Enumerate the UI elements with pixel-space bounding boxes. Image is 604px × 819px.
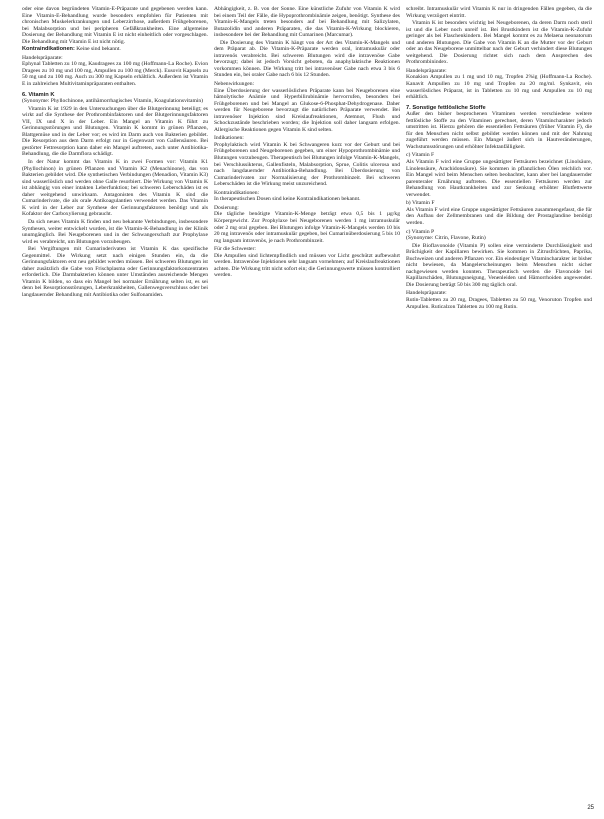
- paragraph: [22, 46, 208, 53]
- paragraph: Konakion Ampullen zu 1 mg und 10 mg, Tropfen 2%ig (Hoffmann-La Roche). Kanavit Ampullen zu 10 mg und Tropfen zu 20 mg/ml. Synkavit, ein wasserlösliches Präparat, ist in Tabletten zu 10 mg und Ampullen zu 10 mg erhältlich.: [406, 74, 592, 101]
- paragraph: (Synonyme: Citrin, Flavone, Rutin): [406, 235, 486, 242]
- section-label: Nebenwirkungen:: [214, 81, 255, 88]
- text-column-2: [214, 6, 400, 796]
- paragraph: Da sich neues Vitamin K finden und neu bekannte Verbindungen, insbesondere Synthesen, weiter entwickelt wurden, ist die Vitamin-K-Behandlung in der Klinik unumgänglich. Bei Neugeborenen und in der Schwangerschaft zur Prophylaxe wird es verabreicht, um Blutungen vorzubeugen.: [22, 218, 208, 245]
- section-label: Handelspräparate:: [406, 67, 447, 74]
- paragraph: Prophylaktisch wird Vitamin K bei Schwangeren kurz vor der Geburt und bei Frühgeborenen und Neugeborenen gegeben, um einer Hypoprothrombinämie und Blutungen vorzubeugen. Therapeutisch bei Blutungen infolge Vitamin-K-Mangels, bei Verschlussikterus, Gallenfisteln, Malabsorption, Sprue, Colitis ulcerosa und nach langdauernder Antibiotika-Behandlung. Bei Überdosierung von Cumarinderivaten zur Normalisierung der Prothrombinzeit. Bei schweren Leberschäden ist die Wirkung meist unzureichend.: [214, 141, 400, 188]
- section-label: Indikationen:: [214, 135, 244, 142]
- section-label: Für die Schwester:: [214, 246, 256, 253]
- subsection-heading: c) Vitamin P: [406, 228, 435, 235]
- paragraph: In therapeutischen Dosen sind keine Kontraindikationen bekannt.: [214, 196, 361, 203]
- paragraph: Die Ampullen sind lichtempfindlich und müssen vor Licht geschützt aufbewahrt werden. Intravenöse Injektionen sehr langsam vornehmen; auf Kreislaufreaktionen achten. Die Wirkung tritt nicht sofort ein; die Gerinnungswerte müssen kontrolliert werden.: [214, 252, 400, 279]
- paragraph: Die Dosierung des Vitamin K hängt von der Art des Vitamin-K-Mangels und dem Präparat ab. Die Vitamin-K-Präparate werden oral, intramuskulär oder intravenös verabreicht. Bei schweren Blutungen wird die intravenöse Gabe bevorzugt; dabei ist jedoch Vorsicht geboten, da anaphylaktische Reaktionen vorkommen können. Die Wirkung tritt bei intravenöser Gabe nach etwa 3 bis 6 Stunden ein, bei oraler Gabe nach 6 bis 12 Stunden.: [214, 39, 400, 79]
- paragraph: Ephynal Tabletten zu 10 mg, Kaudragees zu 100 mg (Hoffmann-La Roche). Evion Dragees zu 10 mg und 100 mg, Ampullen zu 100 mg (Merck). Eusovit Kapseln zu 50 mg und zu 100 mg. Auch zu 300 mg Kapseln erhältlich. Außerdem ist Vitamin E in zahlreichen Multivitaminpräparaten enthalten.: [22, 61, 208, 88]
- section-heading: 7. Sonstige fettlösliche Stoffe: [406, 104, 486, 111]
- page-number: 25: [587, 805, 594, 811]
- section-label: Handelspräparate:: [406, 290, 447, 297]
- paragraph: Die Bioflavonoide (Vitamin P) sollen eine verminderte Durchlässigkeit und Brüchigkeit der Kapillaren bewirken. Sie kommen in Zitrusfrüchten, Paprika, Buchweizen und anderen Pflanzen vor. Ein eindeutiger Vitamincharakter ist bisher nicht bewiesen, da Mangelerscheinungen beim Menschen nicht sicher nachgewiesen werden konnten. Therapeutisch werden die Flavonoide bei Kapillarschäden, Blutungsneigung, Venenleiden und Hämorrhoiden angewendet. Die Dosierung beträgt 50 bis 300 mg täglich oral.: [406, 242, 592, 288]
- document-page: [22, 6, 592, 796]
- text-column-1: [22, 6, 208, 796]
- paragraph: Eine Überdosierung der wasserlöslichen Präparate kann bei Neugeborenen eine hämolytische Anämie und Hyperbilirubinämie hervorrufen, besonders bei Frühgeborenen und bei Mangel an Glukose-6-Phosphat-Dehydrogenase. Daher werden für Neugeborene bevorzugt die natürlichen Präparate verwendet. Bei intravenöser Injektion sind Kreislaufreaktionen, Atemnot, Flush und Schockzustände beschrieben worden; die Injektion soll daher langsam erfolgen. Allergische Reaktionen gegen Vitamin K sind selten.: [214, 87, 400, 133]
- paragraph: Als Vitamin F wird eine Gruppe ungesättigter Fettsäuren bezeichnet (Linolsäure, Linolensäure, Arachidonsäure). Sie kommen in pflanzlichen Ölen reichlich vor. Ein Mangel wird beim Menschen selten beobachtet, kann aber bei langdauernder parenteraler Ernährung auftreten. Die essentiellen Fettsäuren werden zur Behandlung von Hautkrankheiten und zur Senkung erhöhter Blutfettwerte verwendet.: [406, 159, 592, 198]
- paragraph: Außer den bisher besprochenen Vitaminen werden verschiedene weitere fettlösliche Stoffe zu den Vitaminen gerechnet, deren Vitamincharakter jedoch umstritten ist. Hierzu gehören die essentiellen Fettsäuren (früher Vitamin F), die für den Menschen nicht selbst gebildet werden können und mit der Nahrung zugeführt werden müssen. Ein Mangel äußert sich in Hautveränderungen, Wachstumsstörungen und erhöhter Infektanfälligkeit.: [406, 111, 592, 150]
- section-text: Keine sind bekannt.: [76, 46, 121, 53]
- section-label: Handelspräparate:: [22, 54, 63, 61]
- paragraph: Abhängigkeit, z. B. von der Sonne. Eine künstliche Zufuhr von Vitamin K wird bei einem Teil der Fälle, die Hypoprothrombinämie zeigen, benötigt. Synthese des Vitamin-K-Mangels treten besonders auf bei Behandlung mit Salizylaten, Butazolidin und anderen Präparaten, die das Vitamin-K-Wirkung blockieren, insbesondere bei der Behandlung mit Cumarinen (Marcumar).: [214, 6, 400, 39]
- subsection-heading: b) Vitamin F: [406, 200, 435, 207]
- paragraph: schreibt. Intramuskulär wird Vitamin K nur in dringenden Fällen gegeben, da die Wirkung verzögert eintritt.: [406, 6, 592, 19]
- section-heading: 6. Vitamin K: [22, 91, 55, 98]
- paragraph: (Synonyme: Phyllochinone, antihämorrhagisches Vitamin, Koagulationsvitamin): [22, 98, 204, 105]
- subsection-heading: c) Vitamin F: [406, 152, 435, 159]
- paragraph: oder eine davon begründeten Vitamin-E-Präparate und gegebenen werden kann. Eine Vitamin-E-Behandlung wurde besonders empfohlen für Patienten mit chronischen Muskelerkrankungen und Leberzirrhose, außerdem Frühgeborenen, bei Malabsorption und bei peripheren Gefäßkrankheiten. Eine allgemeine Dosierung der Behandlung mit Vitamin E ist nicht einheitlich oder vorgeschlagen. Die Behandlung mit Vitamin E ist nicht nötig.: [22, 6, 208, 45]
- paragraph: In der Natur kommt das Vitamin K in zwei Formen vor: Vitamin K1 (Phyllochinon) in grünen Pflanzen und Vitamin K2 (Menachinone), das von Bakterien gebildet wird. Die synthetischen Verbindungen (Menadion, Vitamin K3) sind wasserlöslich und werden ohne Galle resorbiert. Die Wirkung von Vitamin K ist abhängig von einer intakten Leberfunktion; bei schweren Leberschäden ist es daher weitgehend unwirksam. Antagonisten des Vitamin K sind die Cumarinderivate, die als orale Antikoagulantien verwendet werden. Das Vitamin K wird in der Leber zur Synthese der Gerinnungsfaktoren benötigt und als Kofaktor der Carboxylierung gebraucht.: [22, 159, 208, 218]
- section-label: Kontraindikationen:: [214, 189, 260, 196]
- text-column-3: [406, 6, 592, 796]
- paragraph: Bei Vergiftungen mit Cumarinderivaten ist Vitamin K das spezifische Gegenmittel. Die Wirkung setzt nach einigen Stunden ein, da die Gerinnungsfaktoren erst neu gebildet werden müssen. Bei schweren Blutungen ist daher zusätzlich die Gabe von Frischplasma oder Gerinnungsfaktorkonzentraten erforderlich. Die Darmbakterien können unter Umständen ausreichende Mengen Vitamin K bilden, so dass ein Mangel bei normaler Ernährung selten ist, es sei denn bei Resorptionsstörungen, Leberkrankheiten, Gallenwegsverschluss oder bei langdauernder Behandlung mit Antibiotika oder Sulfonamiden.: [22, 246, 208, 298]
- paragraph: Als Vitamin F wird eine Gruppe ungesättigter Fettsäuren zusammengefasst, die für den Aufbau der Zellmembranen und die Bildung der Prostaglandine benötigt werden.: [406, 206, 592, 226]
- paragraph: Vitamin K ist besonders wichtig bei Neugeborenen, da deren Darm noch steril ist und die Leber noch unreif ist. Bei Brustkindern ist die Vitamin-K-Zufuhr geringer als bei Flaschenkindern. Bei Mangel kommt es zu Melaena neonatorum und anderen Blutungen. Die Gabe von Vitamin K an die Mutter vor der Geburt oder an das Neugeborene unmittelbar nach der Geburt verhindert diese Blutungen weitgehend. Die Dosierung richtet sich nach dem Ansprechen des Prothrombinindex.: [406, 20, 592, 66]
- paragraph: Rutin-Tabletten zu 20 mg, Dragees, Tabletten zu 50 mg, Venoruton Tropfen und Ampullen. Ruticalzon Tabletten zu 100 mg Rutin.: [406, 296, 592, 310]
- paragraph: Die tägliche benötigte Vitamin-K-Menge beträgt etwa 0,5 bis 1 µg/kg Körpergewicht. Zur Prophylaxe bei Neugeborenen werden 1 mg intramuskulär oder 2 mg oral gegeben. Bei Blutungen infolge Vitamin-K-Mangels werden 10 bis 20 mg intravenös oder intramuskulär gegeben, bei Cumarinüberdosierung 5 bis 10 mg langsam intravenös, je nach Prothrombinzeit.: [214, 211, 400, 244]
- section-label: Kontraindikationen:: [22, 46, 75, 53]
- section-label: Dosierung:: [214, 204, 239, 211]
- paragraph: Vitamin K ist 1929 in den Untersuchungen über die Blutgerinnung beteiligt; es wirkt auf die Synthese der Prothrombinfaktoren und der Blutgerinnungsfaktoren VII, IX und X in der Leber. Ein Mangel an Vitamin K führt zu Gerinnungsstörungen und Blutungen. Vitamin K kommt in grünen Pflanzen, Blattgemüse und in der Leber vor; es wird im Darm auch von Bakterien gebildet. Die Resorption aus dem Darm erfolgt nur in Gegenwart von Gallensäuren. Bei gestörter Fettresorption kann daher ein Mangel auftreten, auch unter Antibiotika-Behandlung, die die Darmflora schädigt.: [22, 105, 208, 158]
